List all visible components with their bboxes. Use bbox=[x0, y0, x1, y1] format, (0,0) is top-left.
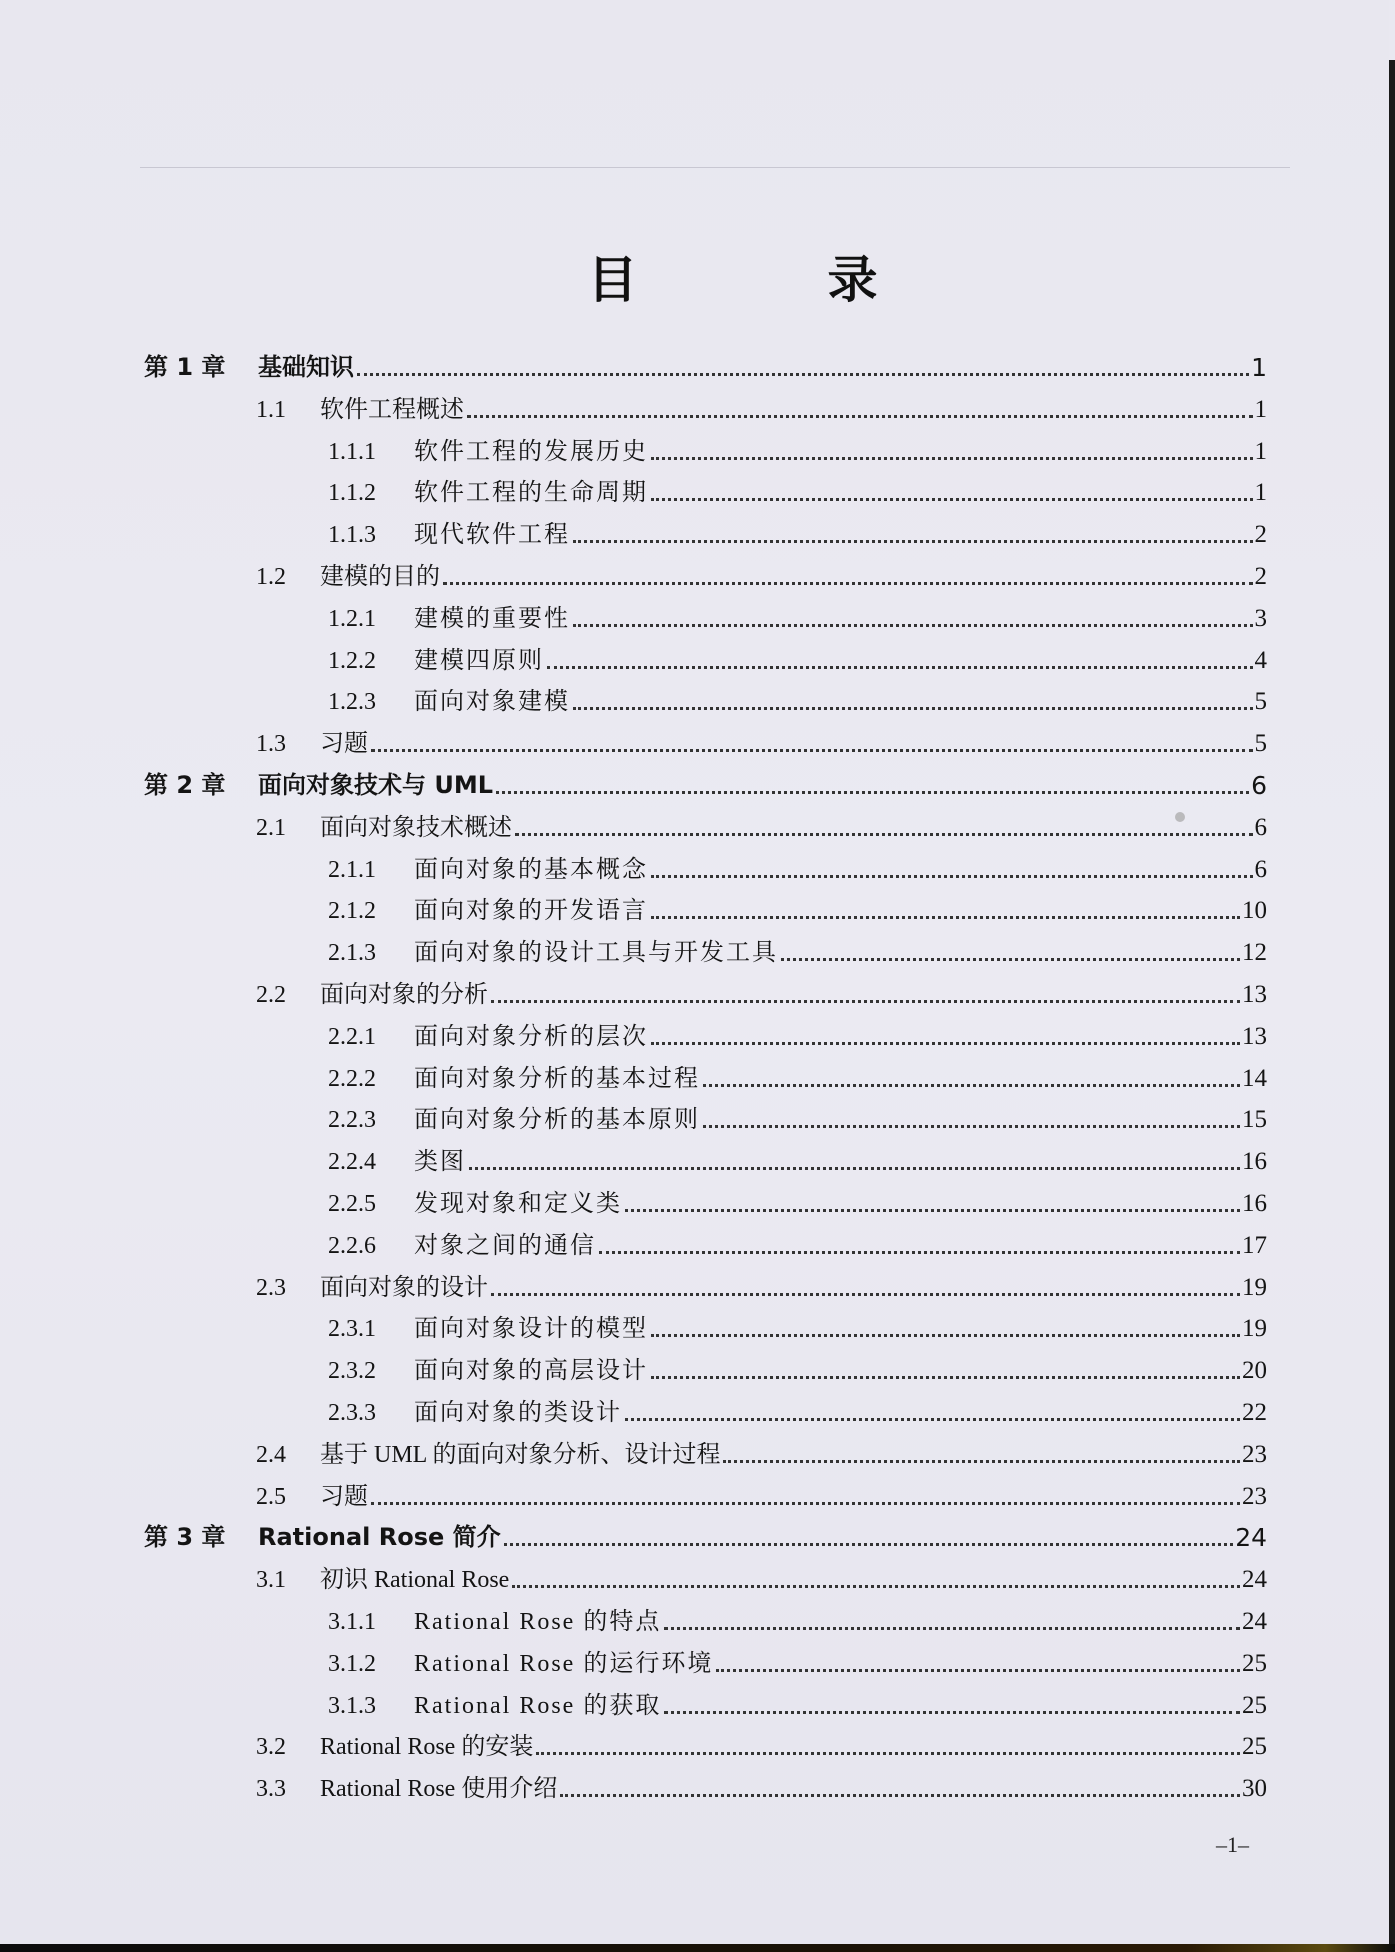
toc-subsection-entry bbox=[328, 1343, 1267, 1385]
toc-entry-number: 3.2 bbox=[256, 1734, 286, 1761]
page-number: –1– bbox=[1216, 1832, 1249, 1857]
toc-entry-number: 2.2 bbox=[256, 982, 286, 1008]
toc-subsection-entry bbox=[328, 1009, 1267, 1051]
dot-leader bbox=[651, 1376, 1240, 1379]
toc-entry-number: 2.2.6 bbox=[328, 1232, 376, 1259]
dot-leader bbox=[651, 1042, 1240, 1045]
toc-subsection-entry bbox=[328, 925, 1267, 967]
toc-entry-title: 面向对象分析的层次 bbox=[414, 1023, 648, 1050]
toc-subsection-entry bbox=[328, 1051, 1267, 1093]
dot-leader bbox=[357, 373, 1249, 376]
toc-entry-page: 24 bbox=[1242, 1608, 1267, 1635]
toc-entry-number: 2.2.4 bbox=[328, 1149, 376, 1176]
dot-leader bbox=[573, 540, 1253, 543]
toc-entry-number: 2.2.3 bbox=[328, 1107, 376, 1134]
toc-entry-page: 12 bbox=[1242, 939, 1267, 967]
toc-entry-page: 6 bbox=[1254, 855, 1267, 883]
toc-entry-number: 2.2.1 bbox=[328, 1023, 376, 1050]
dot-leader bbox=[467, 415, 1253, 418]
toc-entry-number: 2.5 bbox=[256, 1483, 286, 1510]
toc-entry-title: 面向对象技术概述 bbox=[320, 814, 512, 841]
toc-entry-title: 面向对象分析的基本过程 bbox=[414, 1065, 700, 1092]
toc-entry-number: 1.1 bbox=[256, 396, 286, 423]
toc-entry-page: 16 bbox=[1242, 1190, 1267, 1217]
toc-entry-page: 20 bbox=[1242, 1357, 1267, 1385]
toc-entry-page: 3 bbox=[1254, 604, 1267, 632]
dot-leader bbox=[703, 1084, 1240, 1087]
toc-entry-page: 16 bbox=[1242, 1148, 1267, 1176]
dot-leader bbox=[651, 498, 1253, 501]
toc-entry-page: 1 bbox=[1254, 437, 1267, 465]
dot-leader bbox=[547, 666, 1253, 669]
scan-edge-bottom bbox=[0, 1944, 1395, 1952]
toc-entry-page: 22 bbox=[1242, 1399, 1267, 1426]
toc-entry-title: 面向对象的设计工具与开发工具 bbox=[414, 940, 778, 967]
dot-leader bbox=[491, 1000, 1240, 1003]
toc-entry-page: 24 bbox=[1235, 1523, 1267, 1553]
toc-chapter-entry bbox=[144, 758, 1267, 800]
toc-entry-page: 17 bbox=[1242, 1231, 1267, 1259]
toc-entry-number: 1.2 bbox=[256, 564, 286, 590]
toc-entry-page: 19 bbox=[1242, 1273, 1267, 1301]
toc-entry-page: 6 bbox=[1251, 771, 1267, 800]
toc-entry-page: 5 bbox=[1254, 688, 1267, 716]
toc-entry-number: 1.1.1 bbox=[328, 438, 376, 465]
toc-entry-number: 2.1.1 bbox=[328, 856, 376, 883]
toc-subsection-entry bbox=[328, 674, 1267, 716]
toc-subsection-entry bbox=[328, 883, 1267, 925]
toc-section-entry bbox=[256, 1552, 1267, 1594]
toc-entry-title: 面向对象的设计 bbox=[320, 1274, 488, 1301]
toc-entry-number: 2.3.3 bbox=[328, 1400, 376, 1426]
toc-entry-page: 1 bbox=[1251, 353, 1267, 382]
toc-entry-title: Rational Rose 的获取 bbox=[414, 1692, 662, 1719]
toc-subsection-entry bbox=[328, 1176, 1267, 1218]
toc-chapter-entry bbox=[144, 1510, 1267, 1552]
toc-entry-title: 面向对象技术与 UML bbox=[258, 771, 494, 799]
dot-leader bbox=[703, 1125, 1240, 1128]
dot-leader bbox=[536, 1752, 1240, 1755]
toc-entry-title: 对象之间的通信 bbox=[414, 1232, 596, 1259]
dot-leader bbox=[651, 1334, 1240, 1337]
toc-entry-number: 第 2 章 bbox=[144, 771, 226, 799]
toc-entry-page: 25 bbox=[1242, 1649, 1267, 1677]
toc-entry-number: 3.1.3 bbox=[328, 1692, 376, 1719]
toc-entry-title: 建模四原则 bbox=[414, 647, 544, 674]
toc-entry-number: 2.3.2 bbox=[328, 1358, 376, 1385]
dot-leader bbox=[625, 1209, 1240, 1212]
toc-entry-title: 建模的重要性 bbox=[414, 605, 570, 632]
toc-entry-title: 基于 UML 的面向对象分析、设计过程 bbox=[320, 1441, 721, 1468]
toc-entry-number: 2.2.2 bbox=[328, 1065, 376, 1092]
toc-entry-number: 3.1.2 bbox=[328, 1650, 376, 1677]
toc-entry-number: 3.3 bbox=[256, 1776, 286, 1803]
toc-entry-number: 1.2.3 bbox=[328, 689, 376, 716]
toc-chapter-entry bbox=[144, 340, 1267, 382]
toc-subsection-entry bbox=[328, 465, 1267, 507]
toc-entry-page: 25 bbox=[1242, 1691, 1267, 1719]
toc-entry-title: 面向对象的基本概念 bbox=[414, 856, 648, 883]
dot-leader bbox=[651, 916, 1240, 919]
toc-entry-number: 第 3 章 bbox=[144, 1523, 226, 1552]
toc-subsection-entry bbox=[328, 591, 1267, 633]
toc-entry-title: Rational Rose 使用介绍 bbox=[320, 1776, 558, 1803]
toc-entry-number: 3.1 bbox=[256, 1567, 286, 1594]
toc-entry-number: 2.2.5 bbox=[328, 1191, 376, 1217]
toc-subsection-entry bbox=[328, 1092, 1267, 1134]
dot-leader bbox=[504, 1543, 1234, 1546]
toc-entry-title: Rational Rose 的安装 bbox=[320, 1734, 534, 1761]
toc-entry-page: 24 bbox=[1242, 1566, 1267, 1594]
toc-entry-page: 4 bbox=[1254, 646, 1267, 674]
toc-entry-page: 2 bbox=[1254, 563, 1267, 590]
toc-entry-page: 10 bbox=[1242, 897, 1267, 925]
dot-leader bbox=[651, 457, 1253, 460]
toc-entry-title: Rational Rose 的特点 bbox=[414, 1609, 662, 1635]
toc-entry-page: 23 bbox=[1242, 1482, 1267, 1510]
toc-entry-title: 面向对象的分析 bbox=[320, 982, 488, 1008]
dot-leader bbox=[716, 1669, 1240, 1672]
toc-entry-title: 软件工程的生命周期 bbox=[414, 480, 648, 507]
toc-entry-page: 15 bbox=[1242, 1106, 1267, 1134]
toc-entry-page: 23 bbox=[1242, 1440, 1267, 1468]
toc-entry-title: 习题 bbox=[320, 1483, 368, 1510]
toc-subsection-entry bbox=[328, 424, 1267, 466]
toc-entry-page: 30 bbox=[1242, 1775, 1267, 1803]
dot-leader bbox=[625, 1418, 1240, 1421]
toc-subsection-entry bbox=[328, 1636, 1267, 1678]
toc-entry-number: 第 1 章 bbox=[144, 353, 226, 381]
dot-leader bbox=[371, 1502, 1240, 1505]
page-title: 目 录 bbox=[587, 251, 948, 309]
bleed-through-header-rule bbox=[140, 167, 1290, 168]
dot-leader bbox=[560, 1794, 1240, 1797]
toc-entry-title: 初识 Rational Rose bbox=[320, 1567, 510, 1594]
toc-entry-number: 2.1 bbox=[256, 814, 286, 841]
toc-entry-number: 2.3 bbox=[256, 1274, 286, 1301]
toc-entry-page: 13 bbox=[1242, 981, 1267, 1008]
dot-leader bbox=[664, 1627, 1240, 1630]
toc-section-entry bbox=[256, 1427, 1267, 1469]
toc-entry-page: 1 bbox=[1254, 479, 1267, 507]
toc-entry-number: 1.1.3 bbox=[328, 522, 376, 549]
toc-entry-title: Rational Rose 简介 bbox=[258, 1523, 501, 1552]
toc-section-entry bbox=[256, 1260, 1267, 1302]
dot-leader bbox=[599, 1251, 1240, 1254]
toc-entry-page: 19 bbox=[1242, 1315, 1267, 1343]
toc-entry-title: 发现对象和定义类 bbox=[414, 1191, 622, 1217]
toc-entry-number: 1.2.1 bbox=[328, 605, 376, 632]
toc-subsection-entry bbox=[328, 1594, 1267, 1636]
toc-section-entry bbox=[256, 1469, 1267, 1511]
toc-subsection-entry bbox=[328, 842, 1267, 884]
toc-entry-page: 6 bbox=[1254, 813, 1267, 841]
toc-entry-title: 基础知识 bbox=[258, 353, 354, 381]
toc-entry-title: 面向对象的高层设计 bbox=[414, 1358, 648, 1385]
toc-entry-title: 面向对象的开发语言 bbox=[414, 898, 648, 925]
toc-entry-title: Rational Rose 的运行环境 bbox=[414, 1650, 714, 1677]
scan-edge-right bbox=[1389, 60, 1395, 1952]
toc-entry-number: 2.1.3 bbox=[328, 940, 376, 967]
dot-leader bbox=[491, 1293, 1240, 1296]
toc-entry-page: 2 bbox=[1254, 521, 1267, 549]
toc-entry-number: 3.1.1 bbox=[328, 1609, 376, 1635]
toc-subsection-entry bbox=[328, 507, 1267, 549]
toc-entry-number: 2.1.2 bbox=[328, 898, 376, 925]
dot-leader bbox=[664, 1711, 1240, 1714]
toc-entry-title: 建模的目的 bbox=[320, 564, 440, 590]
toc-entry-title: 面向对象设计的模型 bbox=[414, 1316, 648, 1343]
toc-subsection-entry bbox=[328, 1218, 1267, 1260]
toc-entry-number: 2.4 bbox=[256, 1441, 286, 1468]
dot-leader bbox=[469, 1167, 1240, 1170]
dot-leader bbox=[573, 624, 1253, 627]
toc-entry-number: 1.1.2 bbox=[328, 480, 376, 507]
dot-leader bbox=[573, 707, 1253, 710]
toc-subsection-entry bbox=[328, 1385, 1267, 1427]
toc-entry-page: 14 bbox=[1242, 1064, 1267, 1092]
toc-section-entry bbox=[256, 1761, 1267, 1803]
toc-section-entry bbox=[256, 382, 1267, 424]
toc-section-entry bbox=[256, 716, 1267, 758]
toc-entry-number: 1.2.2 bbox=[328, 647, 376, 674]
dot-leader bbox=[651, 875, 1253, 878]
dot-leader bbox=[443, 582, 1253, 585]
toc-entry-title: 软件工程的发展历史 bbox=[414, 438, 648, 465]
toc-entry-page: 1 bbox=[1254, 395, 1267, 423]
toc-entry-title: 现代软件工程 bbox=[414, 522, 570, 549]
toc-subsection-entry bbox=[328, 1678, 1267, 1720]
dot-leader bbox=[515, 833, 1253, 836]
toc-subsection-entry bbox=[328, 1134, 1267, 1176]
toc-entry-title: 类图 bbox=[414, 1149, 466, 1176]
toc-section-entry bbox=[256, 800, 1267, 842]
toc-entry-page: 13 bbox=[1242, 1022, 1267, 1050]
toc-subsection-entry bbox=[328, 1301, 1267, 1343]
toc-entry-title: 面向对象建模 bbox=[414, 689, 570, 716]
dot-leader bbox=[496, 791, 1249, 794]
toc-entry-title: 软件工程概述 bbox=[320, 396, 464, 423]
toc-entry-number: 1.3 bbox=[256, 731, 286, 758]
toc-entry-title: 面向对象的类设计 bbox=[414, 1400, 622, 1426]
toc-section-entry bbox=[256, 967, 1267, 1009]
toc-entry-page: 5 bbox=[1254, 730, 1267, 758]
toc-subsection-entry bbox=[328, 633, 1267, 675]
toc-section-entry bbox=[256, 549, 1267, 591]
toc-entry-number: 2.3.1 bbox=[328, 1316, 376, 1343]
toc-entry-page: 25 bbox=[1242, 1733, 1267, 1761]
toc-entry-title: 习题 bbox=[320, 731, 368, 758]
toc-section-entry bbox=[256, 1719, 1267, 1761]
dot-leader bbox=[723, 1460, 1240, 1463]
toc-entry-title: 面向对象分析的基本原则 bbox=[414, 1107, 700, 1134]
dot-leader bbox=[781, 958, 1240, 961]
dot-leader bbox=[512, 1585, 1240, 1588]
dot-leader bbox=[371, 749, 1253, 752]
